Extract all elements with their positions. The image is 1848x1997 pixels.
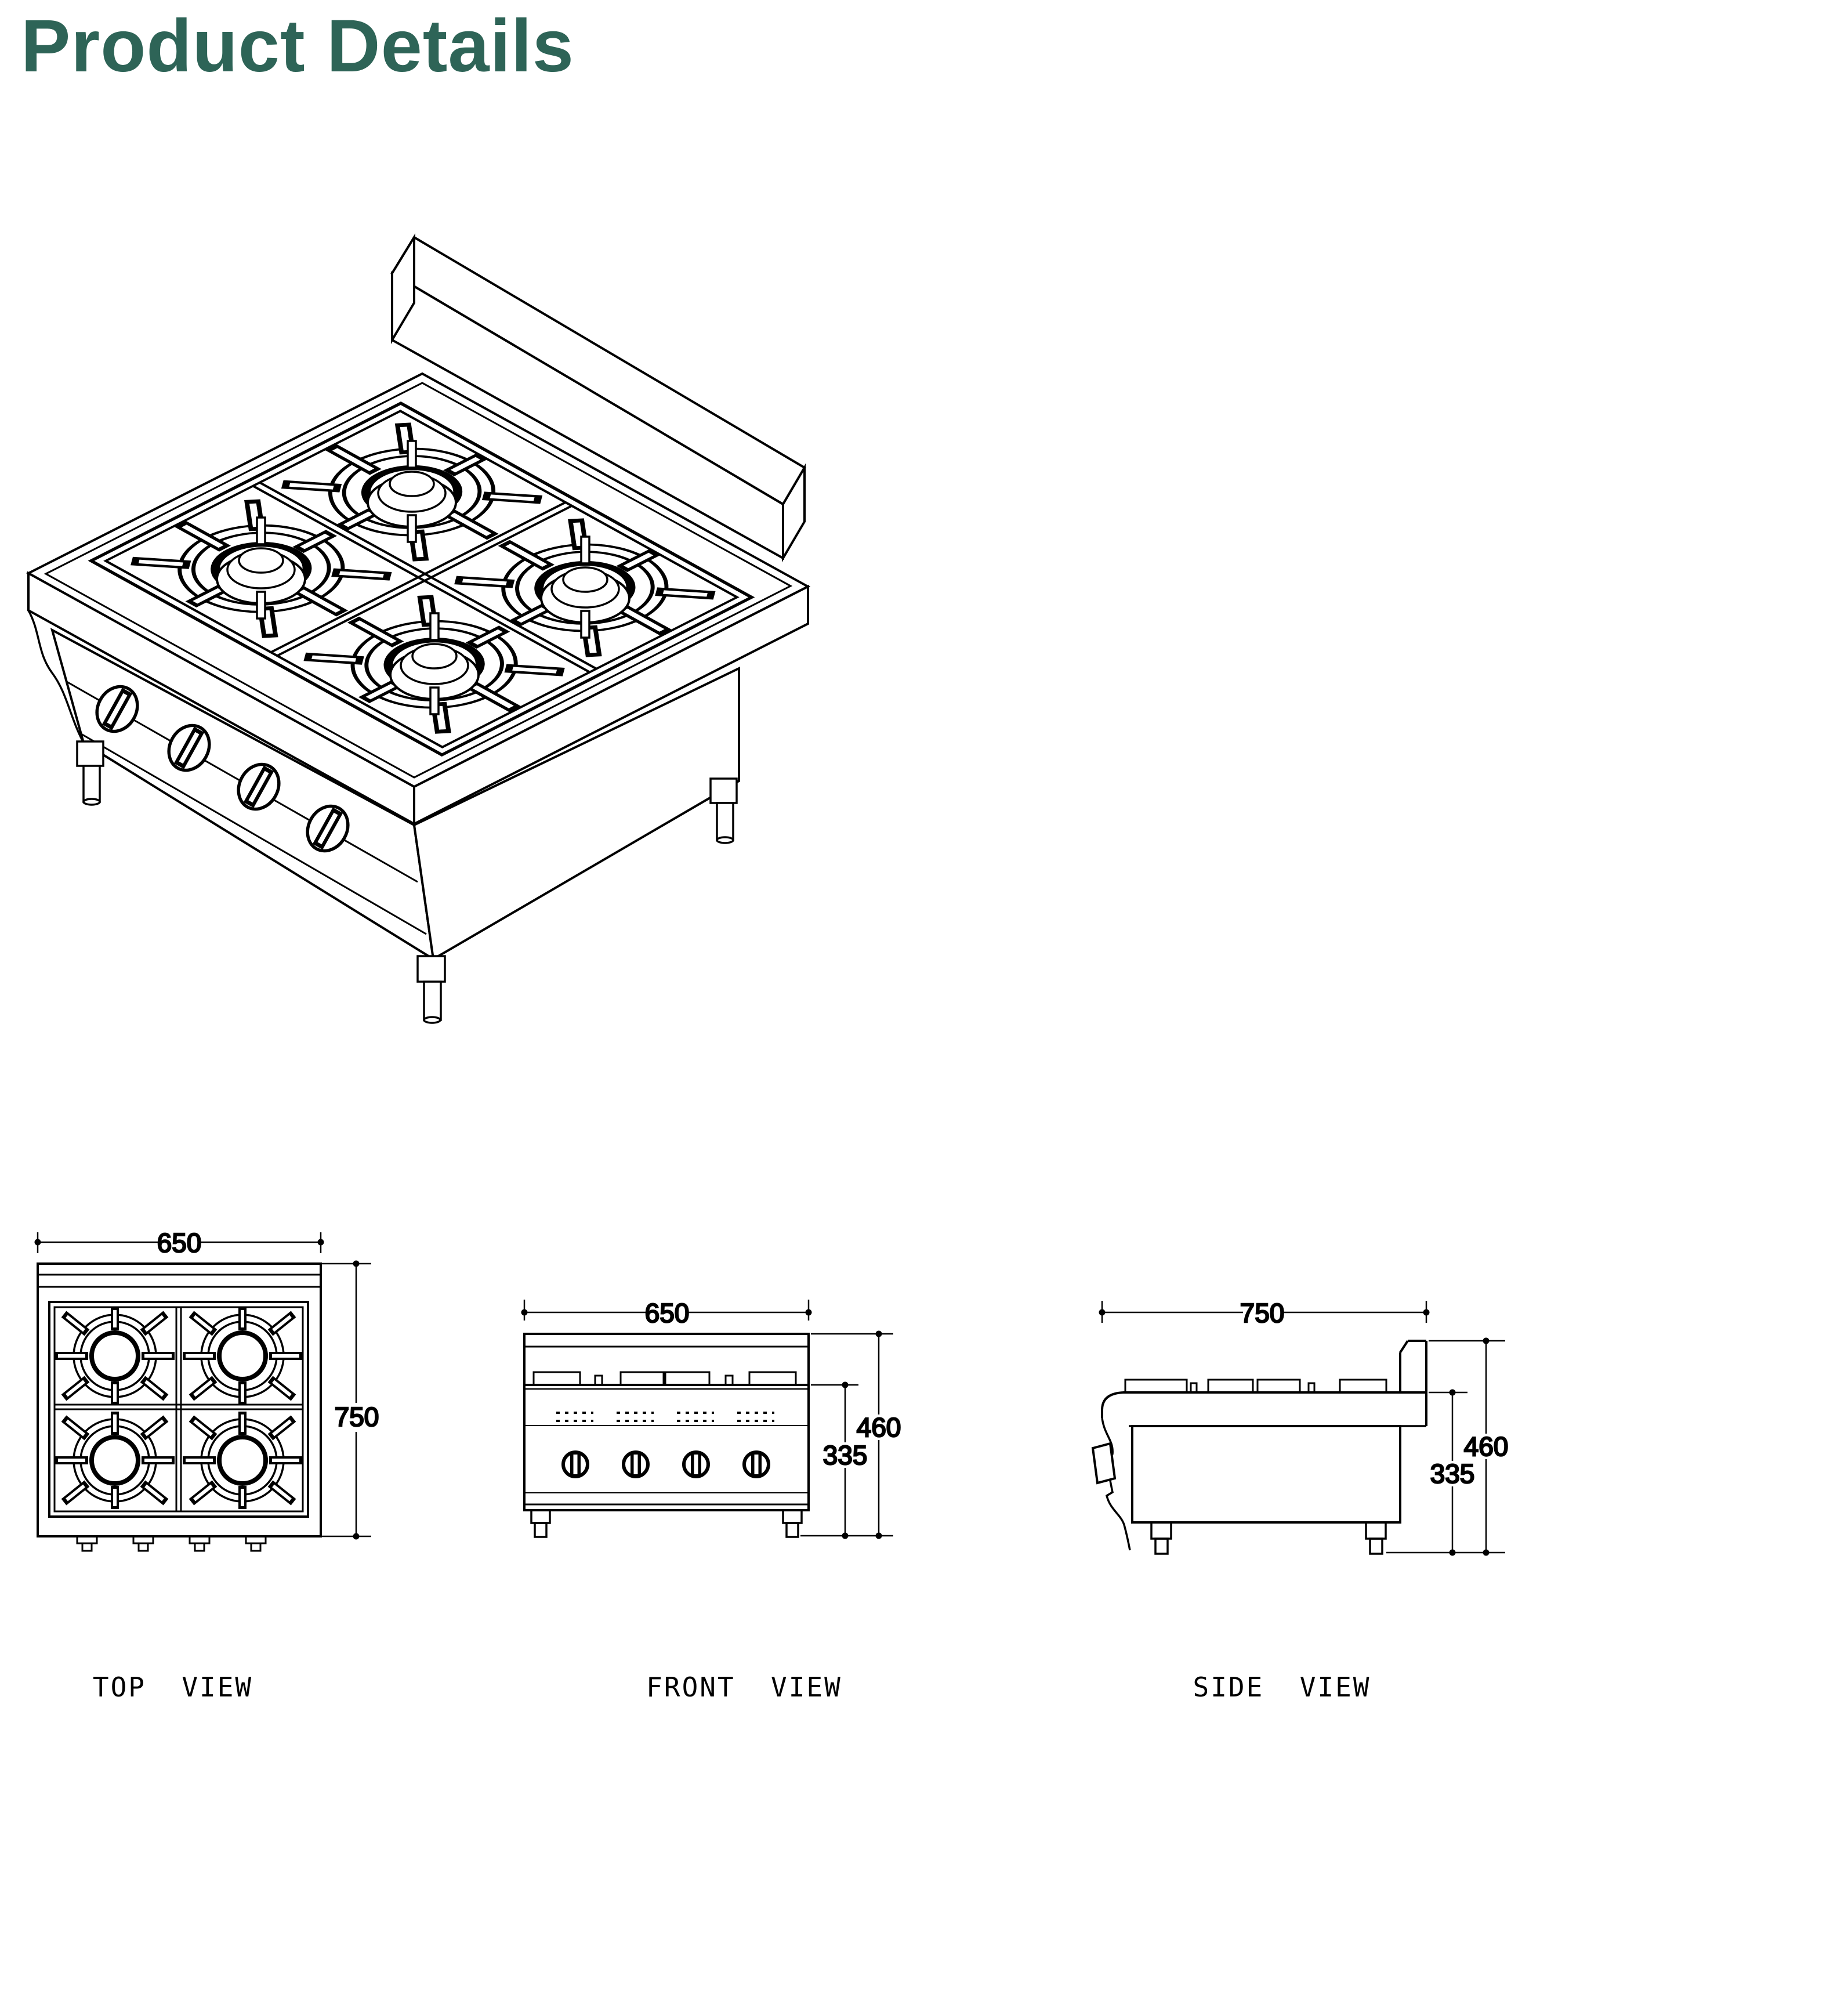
- control-knob: [684, 1452, 708, 1477]
- backsplash: [1400, 1341, 1426, 1392]
- dimension-width: [35, 1230, 324, 1258]
- top-view-label: TOP VIEW: [92, 1672, 253, 1703]
- top-view-drawing: [23, 1230, 394, 1567]
- leg: [531, 1510, 802, 1537]
- side-view-depth-dim: 750: [1240, 1298, 1285, 1328]
- cooktop-body: [1132, 1426, 1400, 1522]
- dimension-width: [521, 1298, 812, 1328]
- side-profile: [1102, 1418, 1130, 1550]
- side-view-overall-height-dim: 460: [1463, 1431, 1509, 1461]
- dimension-overall-height: [800, 1331, 901, 1539]
- leg: [77, 1536, 266, 1551]
- side-view-body-height-dim: 335: [1430, 1459, 1475, 1489]
- burner-caps: [534, 1372, 796, 1385]
- control-knob: [624, 1452, 648, 1477]
- dimension-depth: [1099, 1298, 1430, 1328]
- front-view-width-dim: 650: [644, 1298, 690, 1328]
- dimension-body-height: [811, 1382, 867, 1539]
- front-view-overall-height-dim: 460: [856, 1412, 901, 1442]
- leg: [711, 779, 737, 843]
- side-view-label: SIDE VIEW: [1193, 1672, 1371, 1703]
- leg: [77, 741, 103, 805]
- gas-connection: [1093, 1444, 1115, 1483]
- burner-caps: [1125, 1380, 1386, 1392]
- vent-slots: [556, 1413, 774, 1421]
- isometric-drawing: [12, 220, 870, 1039]
- front-view-label: FRONT VIEW: [646, 1672, 842, 1703]
- control-knob: [563, 1452, 588, 1477]
- page-title: Product Details: [21, 5, 574, 88]
- top-view-depth-dim: 750: [334, 1402, 379, 1432]
- dimension-body-height: [1429, 1390, 1474, 1556]
- front-view-body-height-dim: 335: [822, 1440, 868, 1470]
- control-knob: [744, 1452, 769, 1477]
- top-view-width-dim: 650: [157, 1230, 202, 1258]
- dimension-overall-height: [1386, 1338, 1508, 1556]
- side-view-drawing: [1073, 1294, 1525, 1564]
- dimension-depth: [321, 1261, 379, 1540]
- front-view-drawing: [510, 1294, 916, 1546]
- leg: [418, 956, 445, 1023]
- leg: [1151, 1522, 1386, 1554]
- burner-grate-top: [49, 1302, 308, 1517]
